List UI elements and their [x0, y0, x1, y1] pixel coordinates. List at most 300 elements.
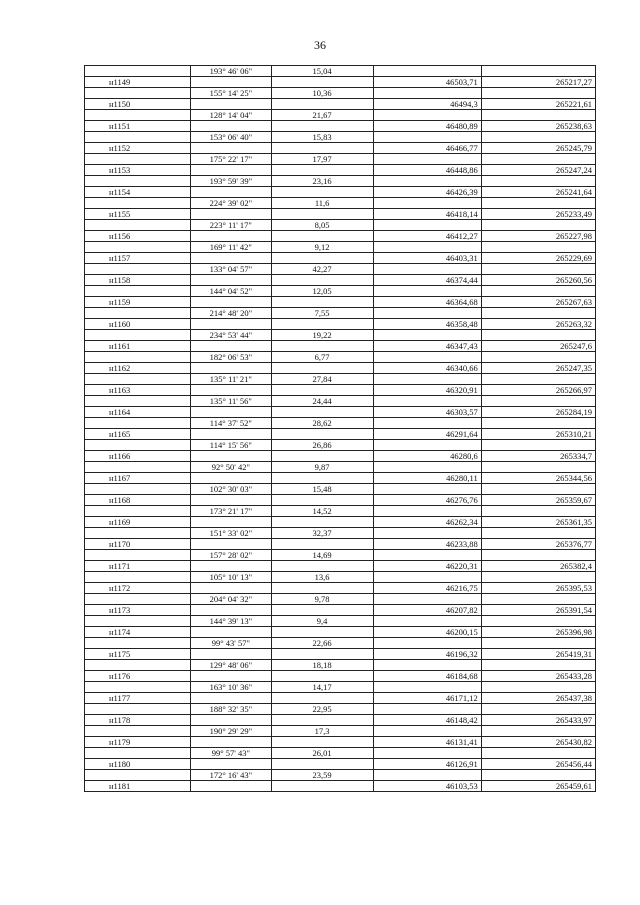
x-coordinate-cell: 46216,75: [373, 583, 481, 594]
distance-cell: [271, 275, 373, 286]
y-coordinate-cell: 265241,64: [481, 187, 595, 198]
y-coordinate-cell: [481, 418, 595, 429]
direction-angle-cell: [191, 759, 272, 770]
x-coordinate-cell: 46480,89: [373, 121, 481, 132]
direction-angle-cell: 224° 39' 02": [191, 198, 272, 209]
distance-cell: [271, 605, 373, 616]
distance-cell: [271, 627, 373, 638]
y-coordinate-cell: [481, 154, 595, 165]
direction-angle-cell: [191, 165, 272, 176]
direction-angle-cell: 114° 37' 52": [191, 418, 272, 429]
point-name-cell: [85, 198, 191, 209]
x-coordinate-cell: [373, 726, 481, 737]
x-coordinate-cell: 46448,86: [373, 165, 481, 176]
table-row: [85, 319, 596, 330]
direction-angle-cell: [191, 121, 272, 132]
x-coordinate-cell: [373, 638, 481, 649]
x-coordinate-cell: [373, 594, 481, 605]
distance-cell: [271, 187, 373, 198]
y-coordinate-cell: 265456,44: [481, 759, 595, 770]
table-row: [85, 572, 596, 583]
y-coordinate-cell: 265419,31: [481, 649, 595, 660]
table-row: [85, 748, 596, 759]
direction-angle-cell: [191, 693, 272, 704]
point-name-cell: [85, 88, 191, 99]
table-row: [85, 220, 596, 231]
point-name-cell: [85, 154, 191, 165]
table-row: [85, 385, 596, 396]
distance-cell: [271, 451, 373, 462]
direction-angle-cell: [191, 627, 272, 638]
direction-angle-cell: 182° 06' 53": [191, 352, 272, 363]
y-coordinate-cell: 265247,35: [481, 363, 595, 374]
y-coordinate-cell: 265391,54: [481, 605, 595, 616]
x-coordinate-cell: 46233,88: [373, 539, 481, 550]
point-name-cell: н1175: [85, 649, 191, 660]
y-coordinate-cell: [481, 352, 595, 363]
x-coordinate-cell: [373, 528, 481, 539]
distance-cell: [271, 231, 373, 242]
direction-angle-cell: 214° 48' 20": [191, 308, 272, 319]
y-coordinate-cell: 265430,82: [481, 737, 595, 748]
table-row: [85, 110, 596, 121]
x-coordinate-cell: [373, 418, 481, 429]
x-coordinate-cell: [373, 220, 481, 231]
y-coordinate-cell: 265433,97: [481, 715, 595, 726]
direction-angle-cell: 99° 43' 57": [191, 638, 272, 649]
distance-cell: 17,97: [271, 154, 373, 165]
distance-cell: 14,69: [271, 550, 373, 561]
y-coordinate-cell: 265344,56: [481, 473, 595, 484]
direction-angle-cell: [191, 539, 272, 550]
y-coordinate-cell: 265238,63: [481, 121, 595, 132]
y-coordinate-cell: 265245,79: [481, 143, 595, 154]
x-coordinate-cell: [373, 132, 481, 143]
y-coordinate-cell: [481, 264, 595, 275]
x-coordinate-cell: 46131,41: [373, 737, 481, 748]
direction-angle-cell: [191, 583, 272, 594]
distance-cell: [271, 253, 373, 264]
point-name-cell: н1176: [85, 671, 191, 682]
direction-angle-cell: 234° 53' 44": [191, 330, 272, 341]
x-coordinate-cell: 46358,48: [373, 319, 481, 330]
direction-angle-cell: 128° 14' 04": [191, 110, 272, 121]
direction-angle-cell: 172° 16' 43": [191, 770, 272, 781]
x-coordinate-cell: 46291,64: [373, 429, 481, 440]
table-row: [85, 462, 596, 473]
direction-angle-cell: 175° 22' 17": [191, 154, 272, 165]
point-name-cell: н1169: [85, 517, 191, 528]
table-row: [85, 770, 596, 781]
direction-angle-cell: [191, 429, 272, 440]
x-coordinate-cell: [373, 748, 481, 759]
y-coordinate-cell: [481, 330, 595, 341]
point-name-cell: [85, 176, 191, 187]
distance-cell: 42,27: [271, 264, 373, 275]
distance-cell: 27,84: [271, 374, 373, 385]
distance-cell: 23,59: [271, 770, 373, 781]
direction-angle-cell: [191, 781, 272, 792]
x-coordinate-cell: [373, 264, 481, 275]
table-row: [85, 616, 596, 627]
y-coordinate-cell: 265359,67: [481, 495, 595, 506]
y-coordinate-cell: [481, 594, 595, 605]
table-row: [85, 506, 596, 517]
distance-cell: [271, 297, 373, 308]
point-name-cell: н1153: [85, 165, 191, 176]
table-row: [85, 561, 596, 572]
direction-angle-cell: [191, 671, 272, 682]
point-name-cell: н1170: [85, 539, 191, 550]
x-coordinate-cell: [373, 550, 481, 561]
distance-cell: [271, 77, 373, 88]
table-row: [85, 341, 596, 352]
table-row: [85, 154, 596, 165]
point-name-cell: н1168: [85, 495, 191, 506]
y-coordinate-cell: 265266,97: [481, 385, 595, 396]
table-row: [85, 682, 596, 693]
distance-cell: [271, 737, 373, 748]
distance-cell: 9,4: [271, 616, 373, 627]
x-coordinate-cell: [373, 374, 481, 385]
point-name-cell: [85, 396, 191, 407]
distance-cell: [271, 319, 373, 330]
direction-angle-cell: [191, 231, 272, 242]
y-coordinate-cell: [481, 704, 595, 715]
point-name-cell: [85, 682, 191, 693]
table-row: [85, 297, 596, 308]
y-coordinate-cell: 265233,49: [481, 209, 595, 220]
distance-cell: 14,52: [271, 506, 373, 517]
point-name-cell: н1165: [85, 429, 191, 440]
distance-cell: 8,05: [271, 220, 373, 231]
direction-angle-cell: [191, 385, 272, 396]
x-coordinate-cell: 46303,57: [373, 407, 481, 418]
table-row: [85, 121, 596, 132]
direction-angle-cell: [191, 341, 272, 352]
y-coordinate-cell: 265229,69: [481, 253, 595, 264]
direction-angle-cell: 133° 04' 57": [191, 264, 272, 275]
distance-cell: [271, 407, 373, 418]
table-row: [85, 143, 596, 154]
table-row: [85, 704, 596, 715]
point-name-cell: н1159: [85, 297, 191, 308]
x-coordinate-cell: [373, 308, 481, 319]
table-row: [85, 407, 596, 418]
table-row: [85, 726, 596, 737]
point-name-cell: [85, 748, 191, 759]
y-coordinate-cell: [481, 506, 595, 517]
point-name-cell: н1157: [85, 253, 191, 264]
direction-angle-cell: [191, 363, 272, 374]
point-name-cell: [85, 660, 191, 671]
y-coordinate-cell: [481, 660, 595, 671]
x-coordinate-cell: 46412,27: [373, 231, 481, 242]
x-coordinate-cell: [373, 154, 481, 165]
direction-angle-cell: [191, 209, 272, 220]
direction-angle-cell: [191, 495, 272, 506]
x-coordinate-cell: [373, 66, 481, 77]
distance-cell: [271, 759, 373, 770]
table-row: [85, 671, 596, 682]
point-name-cell: [85, 770, 191, 781]
distance-cell: [271, 165, 373, 176]
direction-angle-cell: 99° 57' 43": [191, 748, 272, 759]
x-coordinate-cell: [373, 660, 481, 671]
table-row: [85, 583, 596, 594]
table-row: [85, 99, 596, 110]
x-coordinate-cell: [373, 770, 481, 781]
distance-cell: 15,04: [271, 66, 373, 77]
y-coordinate-cell: 265396,98: [481, 627, 595, 638]
point-name-cell: н1158: [85, 275, 191, 286]
x-coordinate-cell: 46103,53: [373, 781, 481, 792]
table-row: [85, 264, 596, 275]
table-row: [85, 495, 596, 506]
point-name-cell: н1149: [85, 77, 191, 88]
y-coordinate-cell: [481, 726, 595, 737]
distance-cell: 32,37: [271, 528, 373, 539]
x-coordinate-cell: [373, 484, 481, 495]
direction-angle-cell: [191, 407, 272, 418]
table-row: [85, 418, 596, 429]
y-coordinate-cell: 265260,56: [481, 275, 595, 286]
table-row: [85, 187, 596, 198]
table-row: [85, 660, 596, 671]
distance-cell: [271, 99, 373, 110]
point-name-cell: [85, 616, 191, 627]
table-row: [85, 132, 596, 143]
y-coordinate-cell: [481, 286, 595, 297]
point-name-cell: [85, 308, 191, 319]
distance-cell: 26,01: [271, 748, 373, 759]
direction-angle-cell: [191, 275, 272, 286]
distance-cell: 9,12: [271, 242, 373, 253]
point-name-cell: [85, 550, 191, 561]
point-name-cell: [85, 110, 191, 121]
y-coordinate-cell: [481, 484, 595, 495]
y-coordinate-cell: [481, 616, 595, 627]
direction-angle-cell: [191, 253, 272, 264]
direction-angle-cell: 169° 11' 42": [191, 242, 272, 253]
point-name-cell: н1155: [85, 209, 191, 220]
y-coordinate-cell: [481, 440, 595, 451]
distance-cell: [271, 671, 373, 682]
x-coordinate-cell: 46403,31: [373, 253, 481, 264]
table-row: [85, 231, 596, 242]
y-coordinate-cell: [481, 770, 595, 781]
table-row: [85, 88, 596, 99]
table-row: [85, 627, 596, 638]
distance-cell: [271, 781, 373, 792]
point-name-cell: н1152: [85, 143, 191, 154]
table-row: [85, 396, 596, 407]
x-coordinate-cell: [373, 176, 481, 187]
x-coordinate-cell: [373, 286, 481, 297]
x-coordinate-cell: 46207,82: [373, 605, 481, 616]
point-name-cell: [85, 242, 191, 253]
distance-cell: 10,36: [271, 88, 373, 99]
direction-angle-cell: 102° 30' 03": [191, 484, 272, 495]
x-coordinate-cell: [373, 704, 481, 715]
distance-cell: 9,78: [271, 594, 373, 605]
distance-cell: 22,66: [271, 638, 373, 649]
x-coordinate-cell: 46364,68: [373, 297, 481, 308]
direction-angle-cell: [191, 99, 272, 110]
y-coordinate-cell: 265310,21: [481, 429, 595, 440]
point-name-cell: н1151: [85, 121, 191, 132]
point-name-cell: [85, 352, 191, 363]
x-coordinate-cell: 46347,43: [373, 341, 481, 352]
y-coordinate-cell: [481, 374, 595, 385]
table-row: [85, 484, 596, 495]
direction-angle-cell: 163° 10' 36": [191, 682, 272, 693]
direction-angle-cell: [191, 561, 272, 572]
point-name-cell: н1171: [85, 561, 191, 572]
y-coordinate-cell: 265247,24: [481, 165, 595, 176]
table-row: [85, 242, 596, 253]
y-coordinate-cell: [481, 396, 595, 407]
y-coordinate-cell: [481, 682, 595, 693]
direction-angle-cell: [191, 187, 272, 198]
point-name-cell: н1178: [85, 715, 191, 726]
table-row: [85, 473, 596, 484]
table-row: [85, 66, 596, 77]
distance-cell: [271, 143, 373, 154]
direction-angle-cell: 155° 14' 25": [191, 88, 272, 99]
table-row: [85, 451, 596, 462]
direction-angle-cell: 190° 29' 29": [191, 726, 272, 737]
point-name-cell: [85, 418, 191, 429]
y-coordinate-cell: 265382,4: [481, 561, 595, 572]
point-name-cell: н1181: [85, 781, 191, 792]
direction-angle-cell: 157° 28' 02": [191, 550, 272, 561]
y-coordinate-cell: [481, 110, 595, 121]
direction-angle-cell: [191, 605, 272, 616]
table-row: [85, 737, 596, 748]
point-name-cell: [85, 330, 191, 341]
distance-cell: [271, 693, 373, 704]
point-name-cell: [85, 506, 191, 517]
page-number: 36: [314, 38, 326, 52]
table-row: [85, 330, 596, 341]
direction-angle-cell: 105° 10' 13": [191, 572, 272, 583]
distance-cell: [271, 385, 373, 396]
distance-cell: 14,17: [271, 682, 373, 693]
coordinates-table: [84, 65, 596, 792]
y-coordinate-cell: [481, 242, 595, 253]
y-coordinate-cell: [481, 220, 595, 231]
point-name-cell: н1180: [85, 759, 191, 770]
x-coordinate-cell: [373, 440, 481, 451]
x-coordinate-cell: 46171,12: [373, 693, 481, 704]
x-coordinate-cell: [373, 352, 481, 363]
table-row: [85, 781, 596, 792]
table-row: [85, 517, 596, 528]
direction-angle-cell: 223° 11' 17": [191, 220, 272, 231]
point-name-cell: [85, 462, 191, 473]
y-coordinate-cell: 265433,28: [481, 671, 595, 682]
direction-angle-cell: [191, 451, 272, 462]
point-name-cell: [85, 594, 191, 605]
x-coordinate-cell: 46184,68: [373, 671, 481, 682]
x-coordinate-cell: 46220,31: [373, 561, 481, 572]
point-name-cell: [85, 286, 191, 297]
distance-cell: 19,22: [271, 330, 373, 341]
table-row: [85, 176, 596, 187]
point-name-cell: [85, 704, 191, 715]
x-coordinate-cell: 46262,34: [373, 517, 481, 528]
y-coordinate-cell: 265227,98: [481, 231, 595, 242]
direction-angle-cell: [191, 715, 272, 726]
y-coordinate-cell: 265263,32: [481, 319, 595, 330]
direction-angle-cell: [191, 649, 272, 660]
direction-angle-cell: 129° 48' 06": [191, 660, 272, 671]
x-coordinate-cell: 46340,66: [373, 363, 481, 374]
distance-cell: 24,44: [271, 396, 373, 407]
direction-angle-cell: 153° 06' 40": [191, 132, 272, 143]
distance-cell: [271, 715, 373, 726]
point-name-cell: н1174: [85, 627, 191, 638]
y-coordinate-cell: 265459,61: [481, 781, 595, 792]
y-coordinate-cell: [481, 550, 595, 561]
x-coordinate-cell: [373, 506, 481, 517]
y-coordinate-cell: 265395,53: [481, 583, 595, 594]
distance-cell: [271, 539, 373, 550]
point-name-cell: н1179: [85, 737, 191, 748]
point-name-cell: н1160: [85, 319, 191, 330]
table-row: [85, 198, 596, 209]
y-coordinate-cell: [481, 198, 595, 209]
y-coordinate-cell: [481, 66, 595, 77]
x-coordinate-cell: 46280,6: [373, 451, 481, 462]
table-row: [85, 429, 596, 440]
x-coordinate-cell: 46374,44: [373, 275, 481, 286]
distance-cell: 18,18: [271, 660, 373, 671]
table-row: [85, 374, 596, 385]
direction-angle-cell: 188° 32' 35": [191, 704, 272, 715]
table-row: [85, 605, 596, 616]
direction-angle-cell: 92° 50' 42": [191, 462, 272, 473]
distance-cell: 11,6: [271, 198, 373, 209]
table-body: [85, 66, 596, 792]
table-row: [85, 638, 596, 649]
x-coordinate-cell: [373, 330, 481, 341]
direction-angle-cell: [191, 77, 272, 88]
distance-cell: [271, 341, 373, 352]
distance-cell: [271, 649, 373, 660]
point-name-cell: [85, 528, 191, 539]
table-row: [85, 308, 596, 319]
point-name-cell: [85, 220, 191, 231]
x-coordinate-cell: 46320,91: [373, 385, 481, 396]
y-coordinate-cell: [481, 528, 595, 539]
direction-angle-cell: 135° 11' 21": [191, 374, 272, 385]
y-coordinate-cell: 265334,7: [481, 451, 595, 462]
direction-angle-cell: 193° 59' 39": [191, 176, 272, 187]
direction-angle-cell: 173° 21' 17": [191, 506, 272, 517]
distance-cell: 23,16: [271, 176, 373, 187]
point-name-cell: н1150: [85, 99, 191, 110]
distance-cell: [271, 583, 373, 594]
x-coordinate-cell: [373, 462, 481, 473]
distance-cell: 28,62: [271, 418, 373, 429]
table-row: [85, 550, 596, 561]
point-name-cell: н1154: [85, 187, 191, 198]
table-row: [85, 275, 596, 286]
y-coordinate-cell: [481, 132, 595, 143]
direction-angle-cell: [191, 319, 272, 330]
